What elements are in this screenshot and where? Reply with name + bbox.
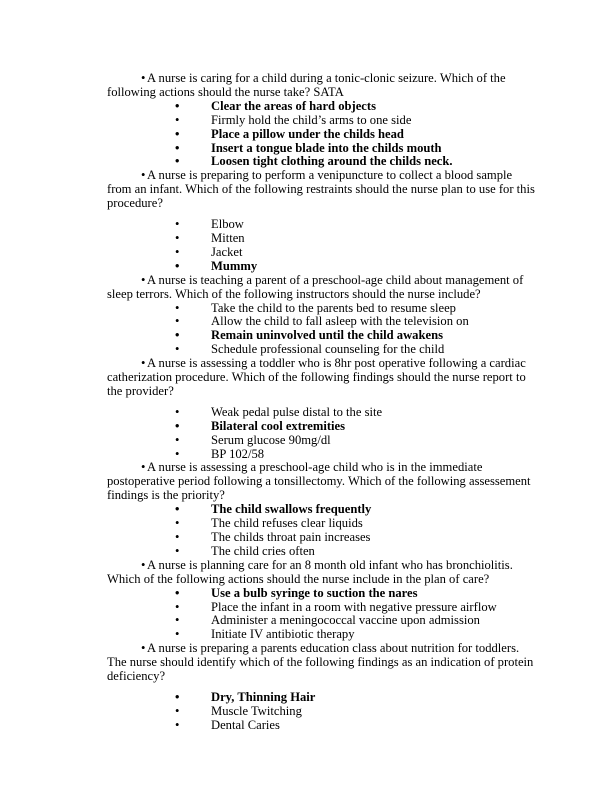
answer-option (175, 342, 531, 357)
answer-option (175, 300, 531, 316)
answer-option (175, 432, 531, 448)
option-text: Place a pillow under the childs head (211, 126, 404, 141)
option-text: Place the infant in a room with negative pressure airflow (211, 599, 497, 614)
question-text: A nurse is teaching a parent of a preschool-age child about management of sleep terrors. Which of the following instructors should the nurse include? (107, 272, 524, 301)
option-bullet: • (175, 418, 180, 433)
option-text: Serum glucose 90mg/dl (211, 432, 331, 447)
option-bullet: • (175, 328, 180, 343)
answer-option-correct (175, 502, 531, 517)
option-bullet: • (175, 230, 180, 245)
answer-options (0, 302, 606, 358)
answer-option (175, 112, 531, 128)
option-bullet: • (175, 244, 180, 259)
option-bullet: • (175, 98, 180, 113)
option-text: Muscle Twitching (211, 703, 302, 718)
option-text: Jacket (211, 244, 243, 259)
option-bullet: • (175, 703, 180, 718)
option-bullet: • (175, 342, 180, 357)
option-text: Weak pedal pulse distal to the site (211, 404, 383, 419)
option-bullet: • (175, 599, 180, 614)
option-bullet: • (175, 689, 180, 704)
question-bullet: • (141, 557, 146, 572)
answer-option (175, 717, 531, 733)
option-text: Use a bulb syringe to suction the nares (211, 585, 418, 600)
answer-option-correct (175, 98, 531, 114)
question-2 (107, 169, 537, 211)
option-bullet: • (175, 258, 180, 273)
option-text: Bilateral cool extremities (211, 418, 346, 433)
option-bullet: • (175, 585, 180, 600)
answer-option (175, 404, 531, 420)
option-bullet: • (175, 300, 180, 315)
answer-option (175, 516, 531, 531)
question-bullet: • (141, 168, 146, 183)
question-text: A nurse is preparing to perform a venipuncture to collect a blood sample from an infant. Which of the following restraints should the nurse plan to use for this procedure? (107, 168, 535, 211)
answer-option (175, 530, 531, 545)
answer-option-correct (175, 258, 531, 274)
option-bullet: • (175, 543, 180, 558)
option-bullet: • (175, 446, 180, 461)
answer-option-correct (175, 126, 531, 142)
option-text: The child cries often (211, 543, 315, 558)
option-text: Insert a tongue blade into the childs mouth (211, 140, 442, 155)
option-bullet: • (175, 530, 180, 544)
answer-options (0, 100, 606, 170)
question-bullet: • (141, 71, 146, 85)
option-text: Schedule professional counseling for the child (211, 342, 445, 357)
option-text: BP 102/58 (211, 446, 265, 461)
answer-option-correct (175, 140, 531, 156)
option-text: Remain uninvolved until the child awakens (211, 328, 443, 343)
option-text: The child refuses clear liquids (211, 516, 363, 531)
option-bullet: • (175, 404, 180, 419)
spacer (0, 211, 606, 218)
option-bullet: • (175, 112, 180, 127)
option-text: Initiate IV antibiotic therapy (211, 627, 355, 642)
option-bullet: • (175, 217, 180, 232)
question-bullet: • (141, 641, 146, 656)
option-text: Allow the child to fall asleep with the television on (211, 314, 469, 329)
option-bullet: • (175, 627, 180, 642)
answer-options (0, 587, 606, 643)
answer-options (0, 218, 606, 274)
option-bullet: • (175, 126, 180, 141)
question-text: A nurse is assessing a preschool-age child who is in the immediate postoperative period following a tonsillectomy. Which of the following assessement findings is the priority? (107, 460, 531, 503)
answer-options (0, 503, 606, 559)
option-text: Take the child to the parents bed to resume sleep (211, 300, 456, 315)
option-text: Loosen tight clothing around the childs neck. (211, 154, 453, 169)
answer-option (175, 244, 531, 260)
option-text: The childs throat pain increases (211, 530, 371, 544)
question-6 (107, 559, 537, 587)
option-bullet: • (175, 314, 180, 329)
question-text: A nurse is assessing a toddler who is 8hr post operative following a cardiac catherization procedure. Which of the following findings should the nurse report to the provider? (107, 356, 526, 398)
option-text: Firmly hold the child’s arms to one side (211, 112, 412, 127)
answer-options (0, 406, 606, 462)
question-text: A nurse is caring for a child during a tonic-clonic seizure. Which of the following actions should the nurse take? SATA (107, 71, 506, 99)
answer-option (175, 703, 531, 719)
answer-option (175, 314, 531, 329)
question-text: A nurse is preparing a parents education class about nutrition for toddlers. The nurse should identify which of the following findings as an indication of protein deficiency? (107, 641, 534, 684)
answer-option (175, 543, 531, 559)
option-text: Dental Caries (211, 717, 280, 732)
answer-option-correct (175, 689, 531, 705)
question-3 (107, 274, 537, 302)
option-text: The child swallows frequently (211, 502, 372, 517)
option-text: Clear the areas of hard objects (211, 98, 376, 113)
option-bullet: • (175, 140, 180, 155)
question-7 (107, 642, 537, 684)
option-bullet: • (175, 502, 180, 517)
answer-option-correct (175, 328, 531, 343)
question-4 (107, 357, 537, 399)
option-bullet: • (175, 717, 180, 732)
question-1 (107, 72, 537, 100)
answer-option-correct (175, 154, 531, 169)
answer-option (175, 627, 531, 642)
option-bullet: • (175, 154, 180, 169)
answer-option-correct (175, 418, 531, 434)
question-bullet: • (141, 272, 146, 287)
option-text: Administer a meningococcal vaccine upon admission (211, 613, 480, 628)
question-text: A nurse is planning care for an 8 month old infant who has bronchiolitis. Which of the following actions should the nurse include in the plan of care? (107, 557, 513, 586)
option-bullet: • (175, 432, 180, 447)
option-bullet: • (175, 613, 180, 628)
question-bullet: • (141, 460, 146, 475)
question-bullet: • (141, 356, 146, 371)
option-text: Mummy (211, 258, 258, 273)
answer-option (175, 446, 531, 462)
answer-option-correct (175, 585, 531, 601)
answer-option (175, 217, 531, 232)
question-5 (107, 461, 537, 503)
answer-option (175, 599, 531, 615)
option-text: Mitten (211, 230, 245, 245)
answer-options (0, 691, 606, 733)
answer-option (175, 230, 531, 246)
option-bullet: • (175, 516, 180, 531)
option-text: Elbow (211, 217, 244, 232)
answer-option (175, 613, 531, 628)
option-text: Dry, Thinning Hair (211, 689, 316, 704)
